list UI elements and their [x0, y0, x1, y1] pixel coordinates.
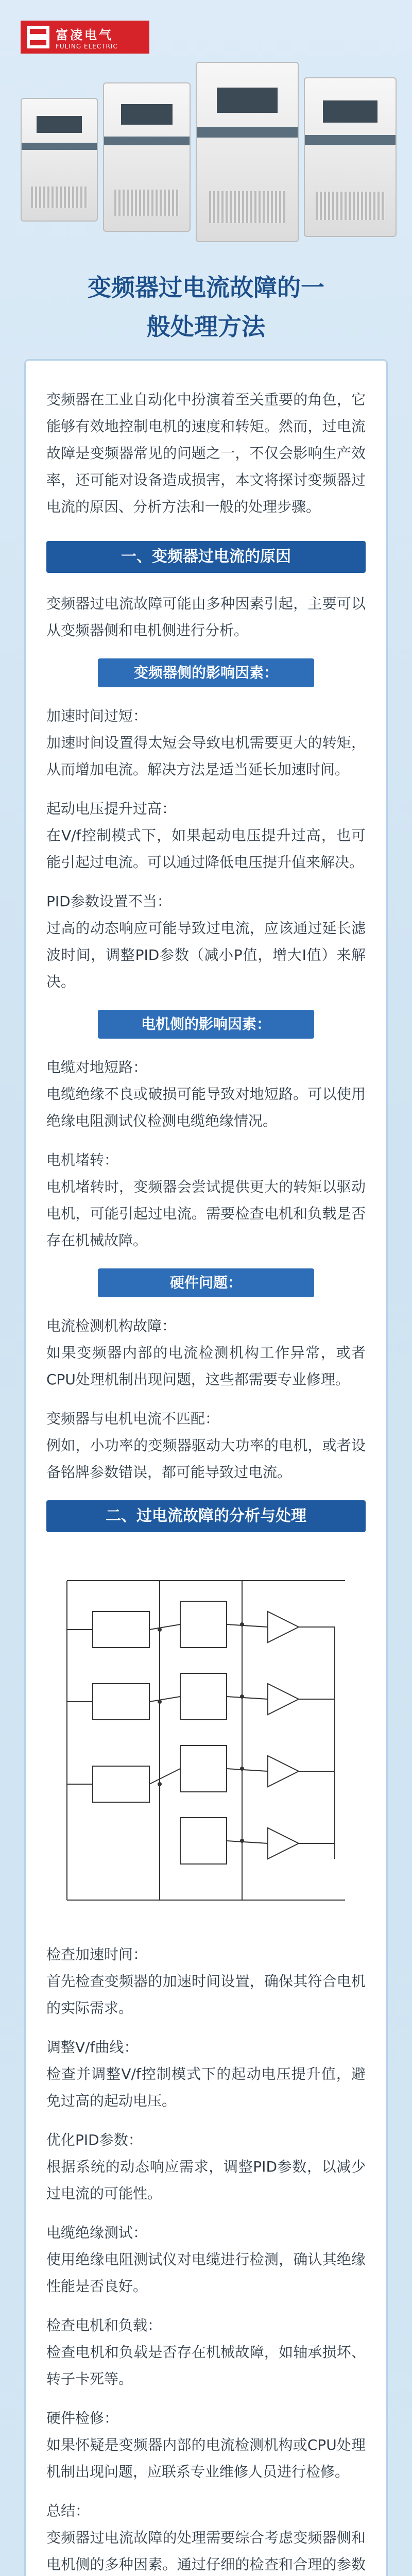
article-card — [26, 361, 386, 2576]
list-item: 电机堵转： 电机堵转时，变频器会尝试提供更大的转矩以驱动电机，可能引起过电流。需要检查电机和负载是否存在机械故障。 — [46, 1151, 366, 1249]
list-item: 调整V/f曲线： 检查并调整V/f控制模式下的起动电压提升值，避免过高的起动电压。 — [46, 2039, 366, 2109]
list-item: 电流检测机构故障： 如果变频器内部的电流检测机构工作异常，或者CPU处理机制出现问题，这些都需要专业修理。 — [46, 1317, 366, 1388]
list-item: 检查电机和负载： 检查电机和负载是否存在机械故障，如轴承损坏、转子卡死等。 — [46, 2317, 366, 2387]
list-item: 电缆绝缘测试： 使用绝缘电阻测试仪对电缆进行检测，确认其绝缘性能是否良好。 — [46, 2224, 366, 2295]
inverter-image — [304, 77, 397, 237]
inverter-image — [103, 82, 191, 232]
list-item: 电缆对地短路： 电缆绝缘不良或破损可能导致对地短路。可以使用绝缘电阻测试仪检测电缆绝缘情况。 — [46, 1059, 366, 1129]
logo-mark-icon — [27, 26, 49, 48]
section-heading: 二、过电流故障的分析与处理 — [46, 1500, 366, 1532]
sub-heading: 电机侧的影响因素： — [98, 1010, 314, 1039]
circuit-diagram — [46, 1550, 366, 1921]
list-item: 检查加速时间： 首先检查变频器的加速时间设置，确保其符合电机的实际需求。 — [46, 1946, 366, 2016]
section-heading: 一、变频器过电流的原因 — [46, 541, 366, 573]
logo-en: FULING ELECTRIC — [56, 42, 118, 50]
brand-logo — [21, 21, 149, 54]
section-intro: 变频器过电流故障可能由多种因素引起，主要可以从变频器侧和电机侧进行分析。 — [46, 595, 366, 639]
list-item: 起动电压提升过高： 在V/f控制模式下，如果起动电压提升过高，也可能引起过电流。可以通过降低电压提升值来解决。 — [46, 800, 366, 871]
inverter-image — [196, 62, 299, 242]
intro-paragraph: 变频器在工业自动化中扮演着至关重要的角色，它能够有效地控制电机的速度和转矩。然而，过电流故障是变频器常见的问题之一，不仅会影响生产效率，还可能对设备造成损害，本文将探讨变频器过电流的原因、分析方法和一般的处理步骤。 — [46, 391, 366, 515]
list-item: 变频器与电机电流不匹配： 例如，小功率的变频器驱动大功率的电机，或者设备铭牌参数错误，都可能导致过电流。 — [46, 1410, 366, 1481]
sub-heading: 变频器侧的影响因素： — [98, 658, 314, 687]
page-title: 变频器过电流故障的一 般处理方法 — [88, 274, 324, 341]
inverter-image — [21, 98, 98, 222]
list-item: 总结： 变频器过电流故障的处理需要综合考虑变频器侧和电机侧的多种因素。通过仔细的检查和合理的参数 — [46, 2502, 366, 2573]
list-item: PID参数设置不当： 过高的动态响应可能导致过电流，应该通过延长滤波时间，调整PID参数（减小P值，增大I值）来解决。 — [46, 893, 366, 990]
list-item: 加速时间过短： 加速时间设置得太短会导致电机需要更大的转矩，从而增加电流。解决方法是适当延长加速时间。 — [46, 707, 366, 778]
list-item: 硬件检修： 如果怀疑是变频器内部的电流检测机构或CPU处理机制出现问题，应联系专业维修人员进行检修。 — [46, 2410, 366, 2480]
list-item: 优化PID参数： 根据系统的动态响应需求，调整PID参数，以减少过电流的可能性。 — [46, 2131, 366, 2202]
sub-heading: 硬件问题： — [98, 1268, 314, 1297]
hero-image — [0, 62, 412, 258]
logo-cn: 富凌电气 — [56, 27, 113, 42]
